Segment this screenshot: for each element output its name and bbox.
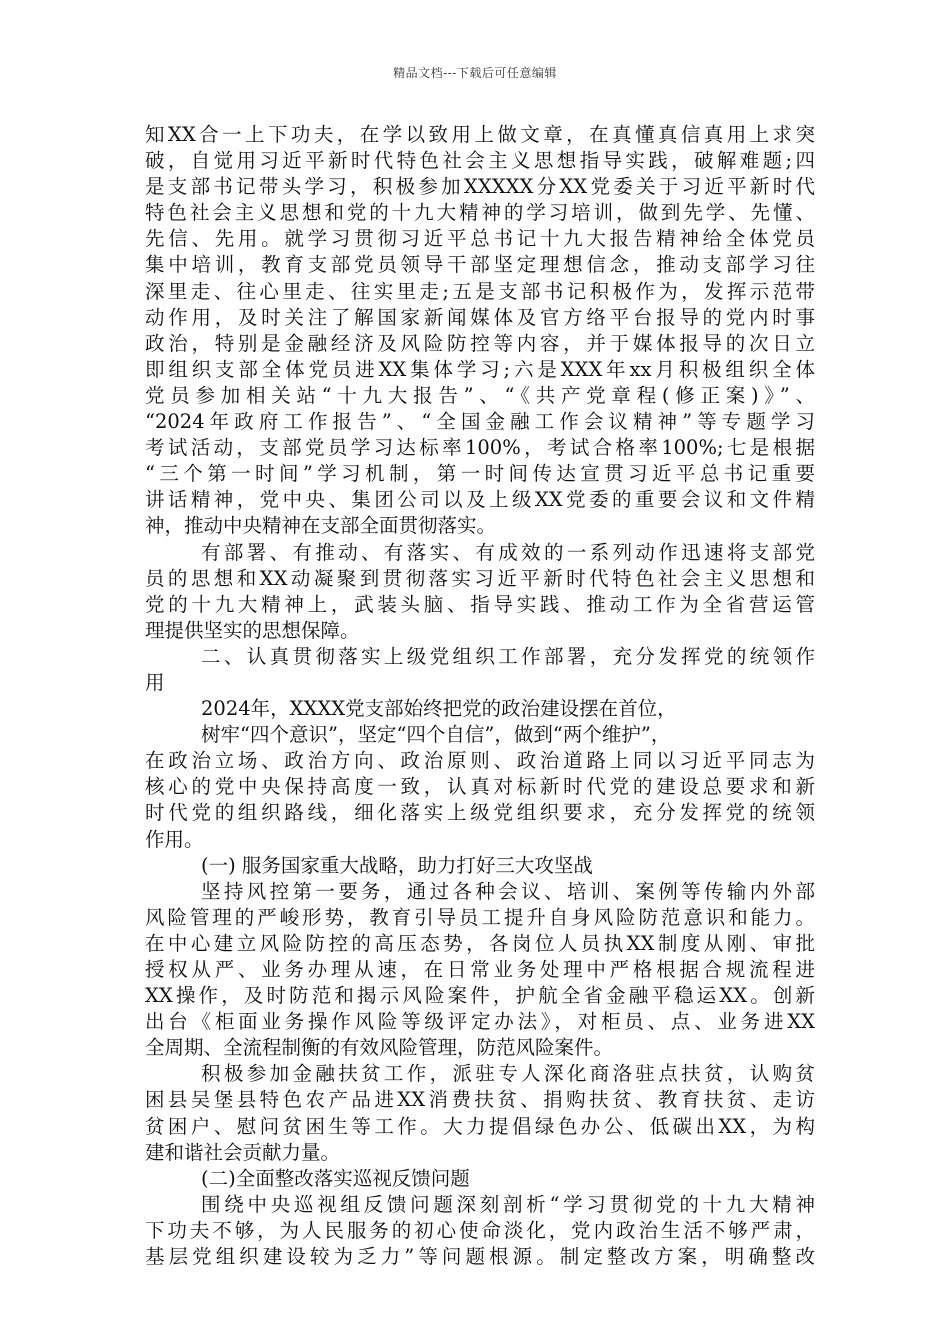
text-line: 即组织支部全体党员进XX集体学习;六是XXX年xx月积极组织全体 bbox=[145, 357, 815, 381]
text-line: 是支部书记带头学习，积极参加XXXXX分XX党委关于习近平新时代 bbox=[145, 175, 815, 199]
text-line: (一) 服务国家重大战略，助力打好三大攻坚战 bbox=[201, 853, 593, 877]
text-line: 出台《柜面业务操作风险等级评定办法》，对柜员、点、业务进XX bbox=[145, 1010, 815, 1034]
text-line: “三个第一时间”学习机制，第一时间传达宣贯习近平总书记重要 bbox=[145, 462, 815, 486]
text-line: 考试活动，支部党员学习达标率100%，考试合格率100%;七是根据 bbox=[145, 436, 815, 460]
page-header: 精品文档---下载后可任意编辑 bbox=[393, 66, 557, 80]
text-line: 时代党的组织路线，细化落实上级党组织要求，充分发挥党的统领 bbox=[145, 801, 815, 825]
text-line: 授权从严、业务办理从速，在日常业务处理中严格根据合规流程进 bbox=[145, 958, 815, 981]
text-line: 二、认真贯彻落实上级党组织工作部署，充分发挥党的统领作 bbox=[201, 644, 815, 668]
text-line: 用 bbox=[145, 670, 165, 694]
text-line: 贫困户、慰问贫困生等工作。大力提倡绿色办公、低碳出XX，为构 bbox=[145, 1114, 815, 1138]
text-line: 党员参加相关站“十九大报告”、“《共产党章程(修正案)》”、 bbox=[145, 383, 815, 407]
text-line: 围绕中央巡视组反馈问题深刻剖析“学习贯彻党的十九大精神 bbox=[201, 1192, 815, 1216]
text-line: 树牢“四个意识”，坚定“四个自信”，做到“两个维护”， bbox=[201, 723, 671, 747]
text-line: 讲话精神，党中央、集团公司以及上级XX党委的重要会议和文件精 bbox=[145, 488, 815, 512]
text-line: 特色社会主义思想和党的十九大精神的学习培训，做到先学、先懂、 bbox=[145, 201, 815, 225]
text-line: 知XX合一上下功夫，在学以致用上做文章，在真懂真信真用上求突 bbox=[145, 123, 815, 146]
text-line: 在中心建立风险防控的高压态势，各岗位人员执XX制度从刚、审批 bbox=[145, 931, 815, 955]
text-line: 风险管理的严峻形势，教育引导员工提升自身风险防范意识和能力。 bbox=[145, 905, 815, 929]
text-line: 2024年，XXXX党支部始终把党的政治建设摆在首位， bbox=[201, 697, 677, 721]
text-line: 党的十九大精神上，武装头脑、指导实践、推动工作为全省营运管 bbox=[145, 592, 815, 616]
text-line: 积极参加金融扶贫工作，派驻专人深化商洛驻点扶贫，认购贫 bbox=[201, 1062, 815, 1086]
text-line: 坚持风控第一要务，通过各种会议、培训、案例等传输内外部 bbox=[201, 879, 815, 903]
text-line: (二)全面整改落实巡视反馈问题 bbox=[201, 1166, 470, 1190]
text-line: 在政治立场、政治方向、政治原则、政治道路上同以习近平同志为 bbox=[145, 749, 815, 773]
text-line: 深里走、往心里走、往实里走;五是支部书记积极作为，发挥示范带 bbox=[145, 279, 815, 303]
text-line: 集中培训，教育支部党员领导干部坚定理想信念，推动支部学习往 bbox=[145, 253, 815, 277]
text-line: 下功夫不够，为人民服务的初心使命淡化，党内政治生活不够严肃， bbox=[145, 1218, 815, 1242]
text-line: 作用。 bbox=[145, 827, 204, 851]
document-body bbox=[145, 122, 815, 1270]
text-line: 全周期、全流程制衡的有效风险管理，防范风险案件。 bbox=[145, 1036, 614, 1060]
text-line: XX操作，及时防范和揭示风险案件，护航全省金融平稳运XX。创新 bbox=[145, 984, 815, 1008]
text-line: 理提供坚实的思想保障。 bbox=[145, 618, 360, 642]
text-line: “2024年政府工作报告”、“全国金融工作会议精神”等专题学习 bbox=[145, 410, 815, 434]
text-line: 员的思想和XX动凝聚到贯彻落实习近平新时代特色社会主义思想和 bbox=[145, 566, 815, 590]
text-line: 神，推动中央精神在支部全面贯彻落实。 bbox=[145, 514, 497, 538]
text-line: 基层党组织建设较为乏力”等问题根源。制定整改方案，明确整改 bbox=[145, 1245, 815, 1269]
text-line: 破，自觉用习近平新时代特色社会主义思想指导实践，破解难题;四 bbox=[145, 149, 815, 173]
text-line: 建和谐社会贡献力量。 bbox=[145, 1140, 341, 1164]
text-line: 政治，特别是金融经济及风险防控等内容，并于媒体报导的次日立 bbox=[145, 331, 815, 355]
text-line: 先信、先用。就学习贯彻习近平总书记十九大报告精神给全体党员 bbox=[145, 227, 815, 251]
text-line: 核心的党中央保持高度一致，认真对标新时代党的建设总要求和新 bbox=[145, 775, 815, 799]
text-line: 有部署、有推动、有落实、有成效的一系列动作迅速将支部党 bbox=[201, 540, 815, 564]
text-line: 困县吴堡县特色农产品进XX消费扶贫、捐购扶贫、教育扶贫、走访 bbox=[145, 1088, 815, 1112]
text-line: 动作用，及时关注了解国家新闻媒体及官方络平台报导的党内时事 bbox=[145, 305, 815, 329]
